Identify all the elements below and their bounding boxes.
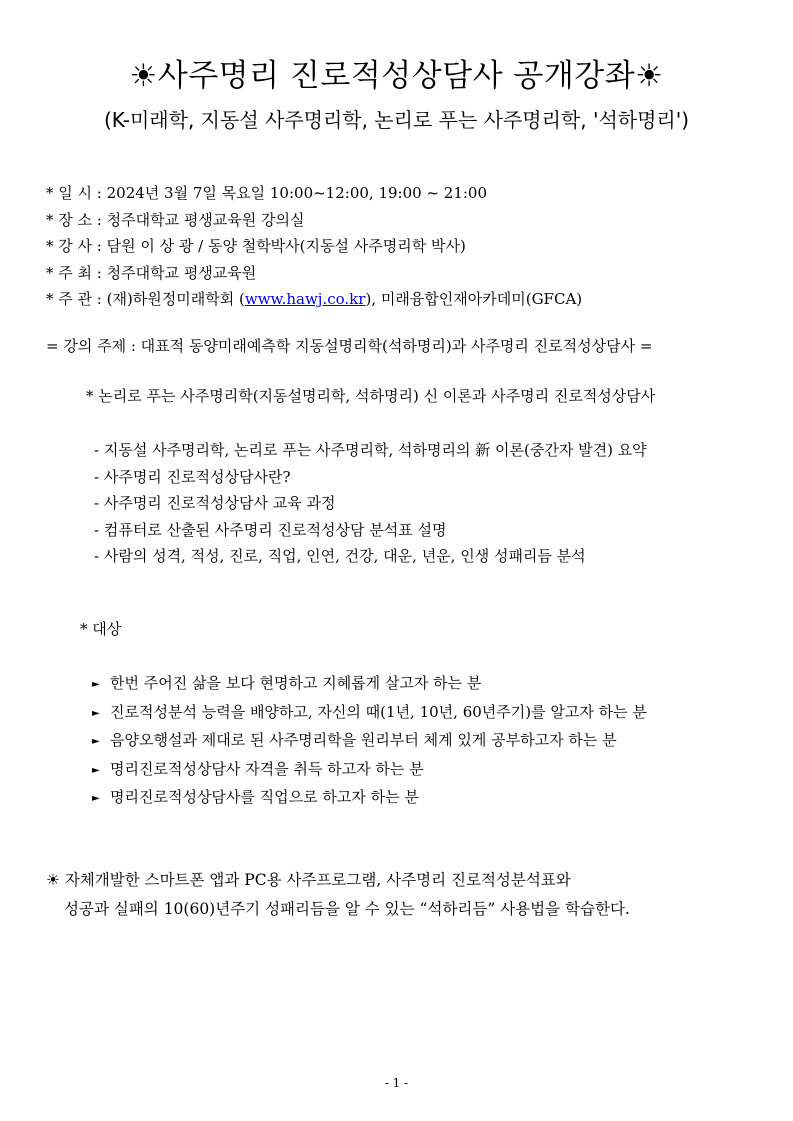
document-subtitle: (K-미래학, 지동설 사주명리학, 논리로 푸는 사주명리학, '석하명리') — [103, 108, 690, 132]
target-text: 한번 주어진 삶을 보다 현명하고 지혜롭게 살고자 하는 분 — [110, 674, 482, 692]
organizer-prefix: * 주 관 : (재)하원정미래학회 ( — [46, 290, 245, 308]
target-list — [92, 670, 647, 813]
target-item — [92, 670, 647, 699]
target-item — [92, 756, 647, 785]
target-text: 진로적성분석 능력을 배양하고, 자신의 때(1년, 10년, 60년주기)를 알고자 하는 분 — [110, 702, 647, 721]
event-host: * 주 최 : 청주대학교 평생교육원 — [46, 263, 257, 282]
event-date: * 일 시 : 2024년 3월 7일 목요일 10:00~12:00, 19:00 ~ 21:00 — [46, 184, 487, 202]
target-text: 명리진로적성상담사를 직업으로 하고자 하는 분 — [110, 788, 419, 806]
target-text: 음양오행설과 제대로 된 사주명리학을 원리부터 체계 있게 공부하고자 하는 분 — [110, 731, 617, 749]
summary-item: - 사주명리 진로적성상담사란? — [94, 467, 291, 486]
closing-note — [46, 866, 630, 924]
summary-item: - 사주명리 진로적성상담사 교육 과정 — [94, 494, 336, 512]
triangle-bullet-icon: ► — [92, 736, 100, 747]
summary-item: - 지동설 사주명리학, 논리로 푸는 사주명리학, 석하명리의 新 이론(중간자 발견) 요약 — [94, 441, 647, 459]
closing-line-2: 성공과 실패의 10(60)년주기 성패리듬을 알 수 있는 “석하리듬” 사용법을 학습한다. — [64, 900, 630, 918]
target-item — [92, 699, 647, 728]
lecture-summary-list — [94, 437, 647, 570]
event-organizer — [46, 286, 582, 313]
triangle-bullet-icon: ► — [92, 679, 100, 690]
lecture-subheading: * 논리로 푸는 사주명리학(지동설명리학, 석하명리) 신 이론과 사주명리 진로적성상담사 — [86, 387, 656, 405]
triangle-bullet-icon: ► — [92, 764, 100, 776]
event-info-list — [46, 180, 582, 313]
summary-item: - 사람의 성격, 적성, 진로, 직업, 인연, 건강, 대운, 년운, 인생 성패리듬 분석 — [94, 547, 586, 565]
lecture-topic: = 강의 주제 : 대표적 동양미래예측학 지동설명리학(석하명리)과 사주명리 진로적성상담사 = — [46, 337, 653, 355]
organizer-website-link[interactable]: www.hawj.co.kr — [244, 290, 366, 308]
target-heading: * 대상 — [80, 620, 122, 638]
organizer-suffix: ), 미래융합인재아카데미(GFCA) — [365, 290, 583, 308]
closing-line-1: ☀ 자체개발한 스마트폰 앱과 PC용 사주프로그램, 사주명리 진로적성분석표와 — [46, 871, 571, 889]
document-title: ☀사주명리 진로적성상담사 공개강좌☀ — [129, 58, 664, 94]
event-place: * 장 소 : 청주대학교 평생교육원 강의실 — [46, 210, 305, 229]
target-item — [92, 784, 647, 813]
event-lecturer: * 강 사 : 담원 이 상 광 / 동양 철학박사(지동설 사주명리학 박사) — [46, 237, 466, 255]
triangle-bullet-icon: ► — [92, 707, 100, 719]
page-number: - 1 - — [384, 1076, 409, 1090]
target-item — [92, 727, 647, 756]
summary-item: - 컴퓨터로 산출된 사주명리 진로적성상담 분석표 설명 — [94, 520, 447, 539]
triangle-bullet-icon: ► — [92, 793, 100, 804]
target-text: 명리진로적성상담사 자격을 취득 하고자 하는 분 — [110, 759, 424, 778]
